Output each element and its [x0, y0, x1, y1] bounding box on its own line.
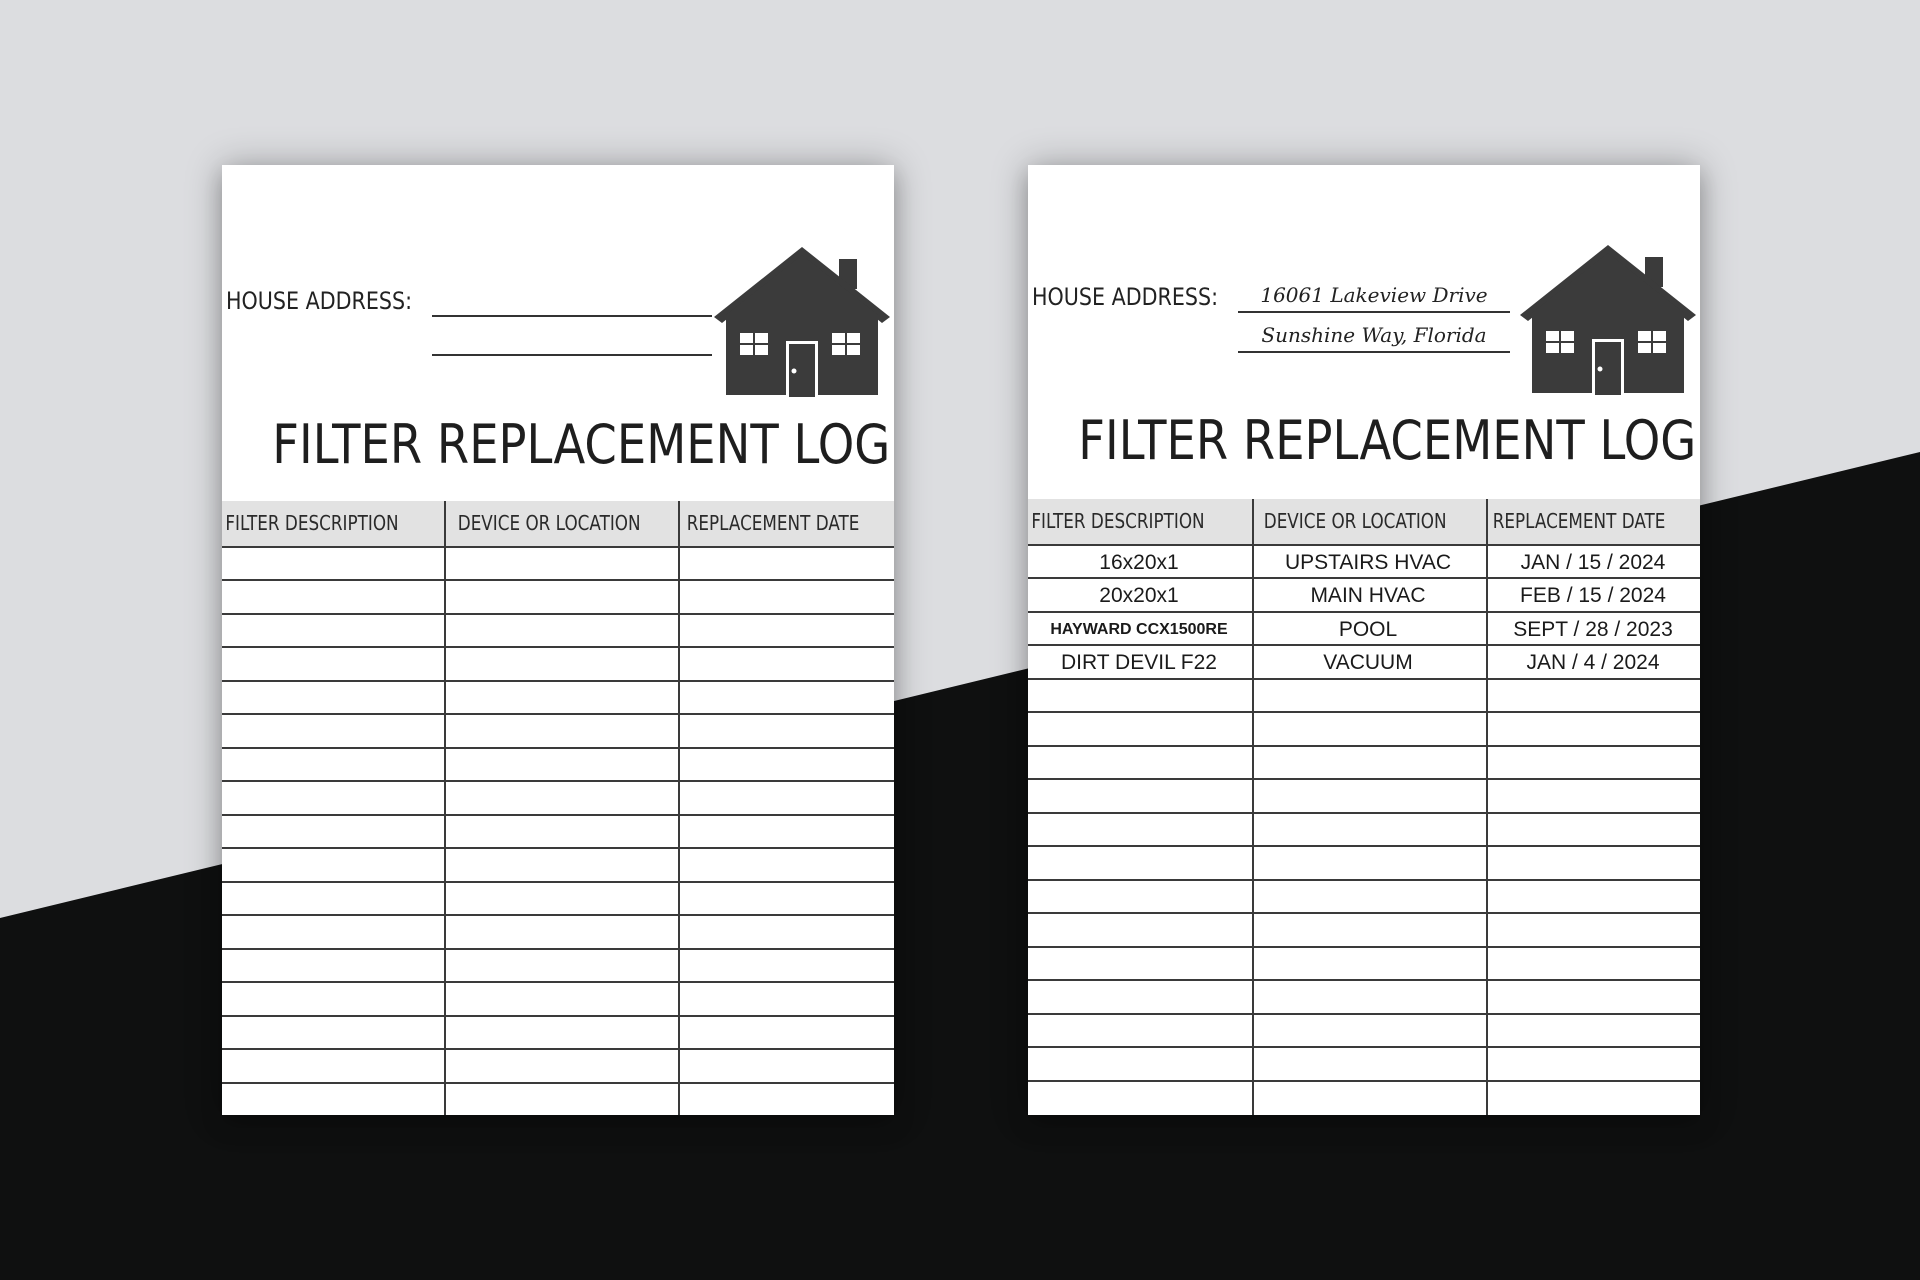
- house-address-label: HOUSE ADDRESS:: [226, 287, 413, 315]
- filter-description-cell: 16x20x1: [1099, 551, 1179, 574]
- table-row: [222, 1082, 894, 1115]
- replacement-date-cell: FEB / 15 / 2024: [1520, 584, 1666, 608]
- table-row: [1028, 812, 1700, 845]
- table-row: [222, 613, 894, 646]
- table-row: [1028, 979, 1700, 1012]
- device-cell: VACUUM: [1323, 651, 1413, 675]
- table-row: [1028, 879, 1700, 912]
- table-row: [222, 713, 894, 746]
- table-row: [1028, 577, 1700, 610]
- filter-description-cell: 20x20x1: [1099, 584, 1179, 608]
- table-row: [1028, 1080, 1700, 1113]
- address-line-1: [432, 315, 712, 317]
- table-header: [222, 501, 894, 546]
- table-row: [222, 780, 894, 813]
- table-row: [222, 1015, 894, 1048]
- table-row: [1028, 845, 1700, 878]
- column-divider: [1252, 499, 1254, 1115]
- column-divider: [1486, 499, 1488, 1115]
- table-row: [222, 579, 894, 612]
- filter-description-cell: HAYWARD CCX1500RE: [1050, 620, 1228, 638]
- table-row: [1028, 1046, 1700, 1079]
- replacement-date-cell: JAN / 4 / 2024: [1526, 651, 1660, 675]
- table-row: [222, 881, 894, 914]
- device-cell: MAIN HVAC: [1310, 584, 1426, 608]
- table-row: [1028, 644, 1700, 677]
- column-header-filter-description: FILTER DESCRIPTION: [225, 511, 399, 535]
- device-cell: UPSTAIRS HVAC: [1284, 551, 1452, 574]
- log-title: FILTER REPLACEMENT LOG: [1078, 409, 1697, 472]
- column-divider: [678, 501, 680, 1115]
- table-row: [222, 546, 894, 579]
- address-line-1-text: 16061 Lakeview Drive: [1260, 283, 1488, 307]
- table-row: [1028, 946, 1700, 979]
- house-icon: [1520, 245, 1696, 395]
- table-row: [222, 948, 894, 981]
- column-header-filter-description: FILTER DESCRIPTION: [1031, 509, 1205, 533]
- log-rows: [222, 546, 894, 1115]
- table-header: [1028, 499, 1700, 544]
- table-row: [222, 747, 894, 780]
- address-line-2: [432, 354, 712, 356]
- log-rows: [1028, 544, 1700, 1113]
- table-row: [1028, 678, 1700, 711]
- address-line-2: [1238, 323, 1510, 353]
- filled-log-sheet: [1028, 165, 1700, 1115]
- house-address-label: HOUSE ADDRESS:: [1032, 283, 1219, 311]
- table-row: [1028, 544, 1700, 577]
- address-line-2-text: Sunshine Way, Florida: [1261, 323, 1487, 347]
- column-header-device-or-location: DEVICE OR LOCATION: [1263, 509, 1447, 533]
- table-row: [222, 981, 894, 1014]
- replacement-date-cell: SEPT / 28 / 2023: [1513, 617, 1673, 641]
- table-row: [1028, 778, 1700, 811]
- table-row: [222, 646, 894, 679]
- blank-log-sheet: [222, 165, 894, 1115]
- table-row: [222, 1048, 894, 1081]
- house-icon: [714, 247, 890, 397]
- address-line-1: [1238, 283, 1510, 313]
- table-row: [222, 814, 894, 847]
- table-row: [1028, 912, 1700, 945]
- column-header-replacement-date: REPLACEMENT DATE: [1492, 509, 1666, 533]
- table-row: [222, 680, 894, 713]
- table-row: [1028, 1013, 1700, 1046]
- table-row: [1028, 611, 1700, 644]
- replacement-date-cell: JAN / 15 / 2024: [1520, 551, 1666, 574]
- table-row: [1028, 711, 1700, 744]
- column-divider: [444, 501, 446, 1115]
- device-cell: POOL: [1338, 617, 1398, 641]
- table-row: [222, 914, 894, 947]
- table-row: [1028, 745, 1700, 778]
- column-header-device-or-location: DEVICE OR LOCATION: [457, 511, 641, 535]
- filter-description-cell: DIRT DEVIL F22: [1060, 651, 1217, 675]
- log-title: FILTER REPLACEMENT LOG: [272, 413, 891, 476]
- table-row: [222, 847, 894, 880]
- column-header-replacement-date: REPLACEMENT DATE: [686, 511, 860, 535]
